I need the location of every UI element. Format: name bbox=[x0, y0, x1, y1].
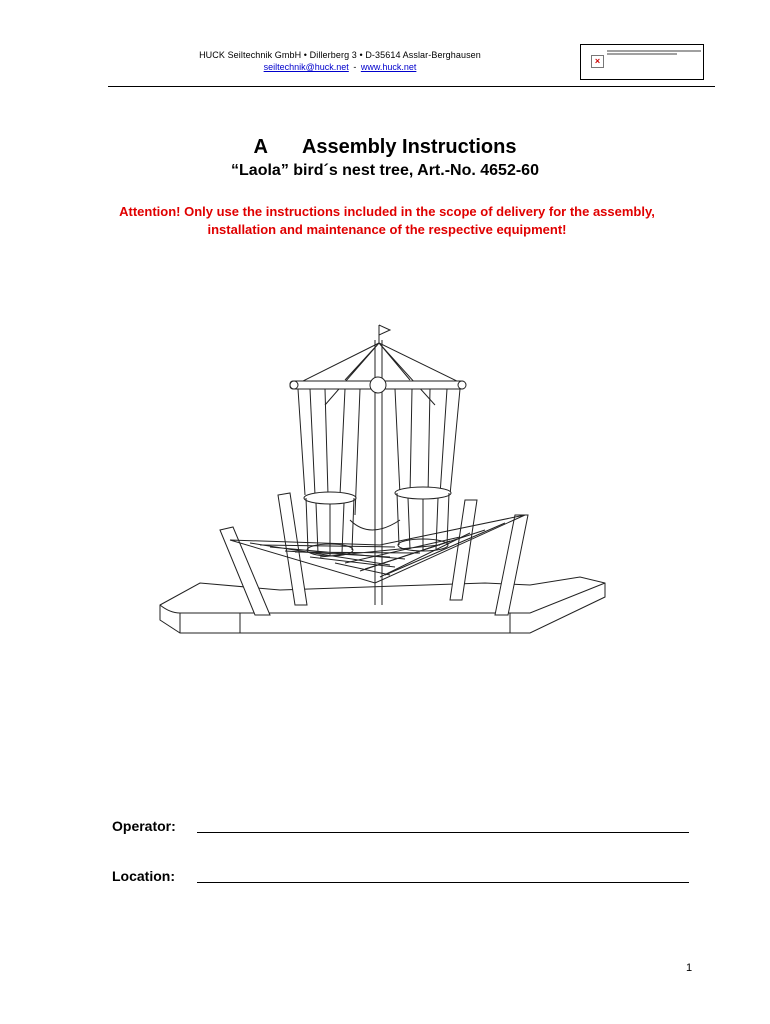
equipment-drawing bbox=[150, 315, 610, 645]
header-rule bbox=[108, 86, 715, 87]
attention-notice: Attention! Only use the instructions included in the scope of delivery for the assembly, installation and maintenance of the respective equipment! bbox=[119, 204, 655, 237]
location-label: Location: bbox=[112, 868, 175, 884]
title-text: Assembly Instructions bbox=[301, 136, 517, 158]
page-title bbox=[0, 136, 770, 159]
logo-placeholder bbox=[580, 44, 704, 80]
website-link[interactable]: www.huck.net bbox=[360, 62, 417, 72]
product-subtitle: “Laola” bird´s nest tree, Art.-No. 4652-60 bbox=[231, 162, 539, 179]
company-address: HUCK Seiltechnik GmbH • Dillerberg 3 • D-35614 Asslar-Berghausen bbox=[199, 50, 481, 60]
page-header bbox=[0, 0, 770, 90]
email-link[interactable]: seiltechnik@huck.net bbox=[263, 62, 349, 72]
contact-links bbox=[140, 62, 540, 72]
operator-input-line[interactable] bbox=[197, 832, 689, 833]
link-separator: - bbox=[353, 62, 357, 72]
page-number: 1 bbox=[686, 962, 693, 974]
section-letter: A bbox=[253, 136, 268, 158]
logo-placeholder-text-lines bbox=[607, 49, 701, 59]
location-input-line[interactable] bbox=[197, 882, 689, 883]
broken-image-icon: × bbox=[591, 55, 604, 68]
operator-label: Operator: bbox=[112, 818, 176, 834]
